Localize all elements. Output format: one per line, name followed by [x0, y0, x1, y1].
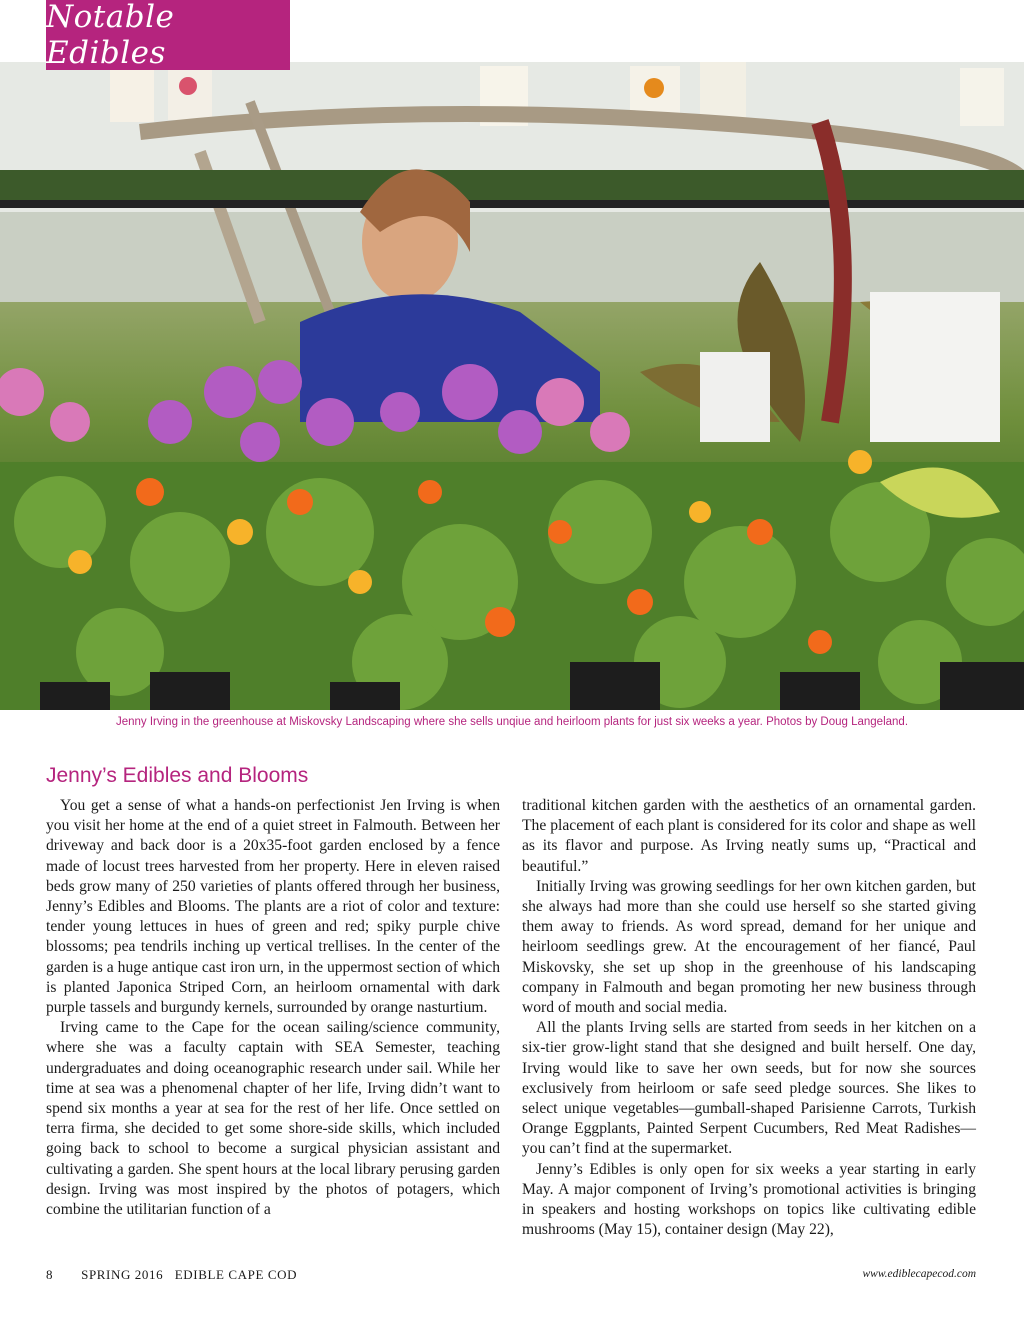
article-paragraph: You get a sense of what a hands-on perfectionist Jen Irving is when you visit her home at the end of a quiet street in Falmouth. Between her driveway and back door is a 20x35-foot garden enclosed by a fence made of locust trees harvested from her property. Here in eleven raised beds grow many of 250 varieties of plants offered through her business, Jenny’s Edibles and Blooms. The plants are a riot of color and texture: tender young lettuces in hues of green and red; spiky purple chive blossoms; pea tendrils inching up vertical trellises. In the center of the garden is a huge antique cast iron urn, in the uppermost section of which is planted Japonica Striped Corn, an heirloom ornamental with dark purple tassels and burgundy kernels, surrounded by orange nasturtium. — [46, 797, 500, 1017]
article-title: Jenny’s Edibles and Blooms — [46, 764, 309, 787]
greenhouse-photo-icon — [0, 62, 1024, 710]
article-paragraph: Jenny’s Edibles is only open for six weeks a year starting in early May. A major component of Irving’s promotional activities is bringing in speakers and hosting workshops on topics like cultivating edible mushrooms (May 15), container design (May 22), — [522, 1160, 976, 1239]
page-number: 8 — [46, 1267, 54, 1282]
article-paragraph: Irving came to the Cape for the ocean sailing/science community, where she was a faculty captain with SEA Semester, teaching undergraduates and doing oceanographic research under sail. While her time at sea was a phenomenal chapter of her life, Irving didn’t want to spend six months a year at sea for the rest of her life. Once settled on terra firma, she decided to get some shore-side skills, which included going back to school to become a surgical physician assistant and cultivating a garden. She spent hours at the local library perusing garden design. Irving was most inspired by the photos of potagers, which combine the utilitarian function of a — [46, 1019, 500, 1219]
article-paragraph: All the plants Irving sells are started from seeds in her kitchen on a six-tier grow-light stand that she designed and built herself. One day, Irving would like to save her own seeds, but for now she sources exclusively from heirloom or safe seed pledge sources. She likes to select unique vegetables—gumball-shaped Parisienne Carrots, Turkish Orange Eggplants, Painted Serpent Cucumbers, Red Meat Radishes—you can’t find at the supermarket. — [522, 1019, 976, 1158]
footer-issue-line — [46, 1267, 297, 1283]
article-paragraph-continued: traditional kitchen garden with the aesthetics of an ornamental garden. The placement of each plant is considered for its color and shape as well as its flavor and purpose. As Irving neatly sums up, “Practical and beautiful.” — [522, 797, 976, 875]
article-paragraph: Initially Irving was growing seedlings for her own kitchen garden, but she always had more than she could use herself so she started giving them away to friends. As word spread, demand for her unique and heirloom seedlings grew. At the encouragement of her fiancé, Paul Miskovsky, she set up shop in the greenhouse of his landscaping company in Falmouth and began promoting her new business through word of mouth and social media. — [522, 877, 976, 1017]
website-link[interactable]: www.ediblecapecod.com — [862, 1268, 976, 1280]
section-label-text: Notable Edibles — [46, 0, 175, 71]
section-label — [46, 0, 290, 70]
issue-name: SPRING 2016 EDIBLE CAPE COD — [81, 1267, 298, 1282]
photo-caption: Jenny Irving in the greenhouse at Miskovsky Landscaping where she sells unqiue and heirloom plants for just six weeks a year. Photos by Doug Langeland. — [115, 716, 909, 728]
article-column-right — [522, 796, 976, 1240]
article-column-left — [46, 796, 500, 1220]
greenhouse-photo — [0, 62, 1024, 710]
